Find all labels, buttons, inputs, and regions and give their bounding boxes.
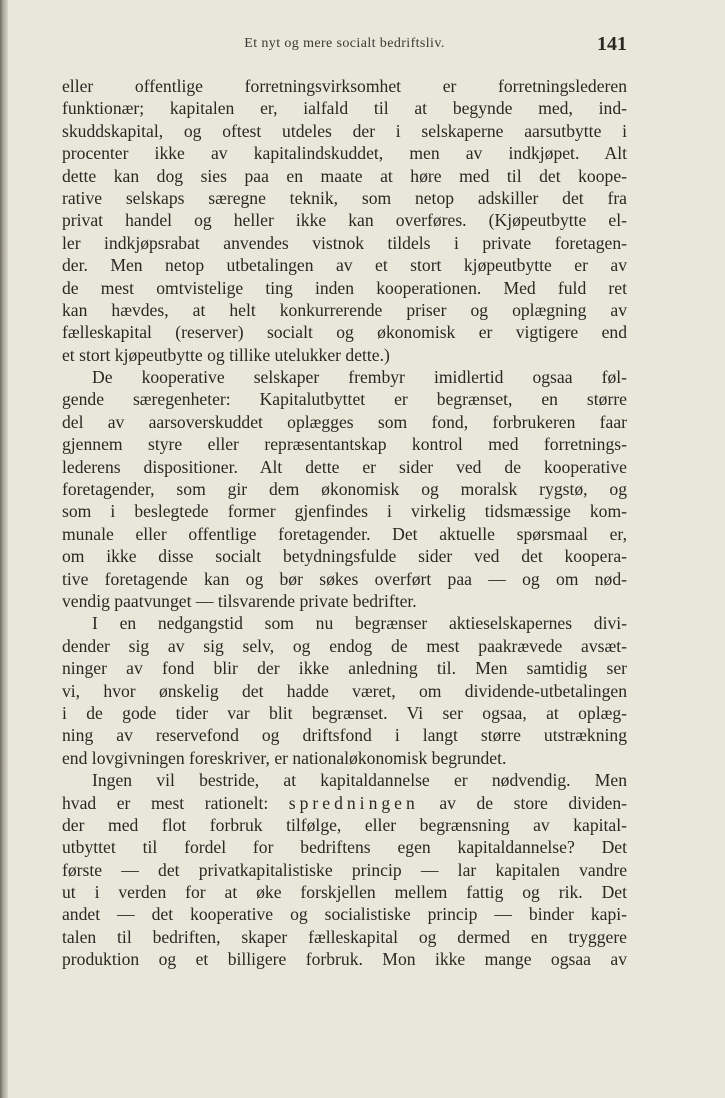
text-line: fælleskapital (reserver) socialt og økonomisk er vigtigere end [62, 322, 627, 343]
text-line: del av aarsoverskuddet oplægges som fond, forbrukeren faar [62, 411, 627, 432]
page-header [62, 33, 627, 57]
text-line: der med flot forbruk tilfølge, eller begrænsning av kapital- [62, 814, 627, 835]
text-line: andet — det kooperative og socialistiske princip — binder kapi- [62, 904, 627, 925]
text-line: ut i verden for at øke forskjellen mellem fattig og rik. Det [62, 882, 627, 903]
text-line: I en nedgangstid som nu begrænser aktieselskapernes divi- [92, 613, 627, 634]
emphasized-word: spredningen [288, 792, 419, 813]
text-line: foretagender, som gir dem økonomisk og moralsk rygstø, og [62, 479, 627, 500]
paragraph [62, 366, 627, 612]
text-line: de mest omtvistelige ting inden kooperationen. Med fuld ret [62, 277, 627, 298]
text-line: tive foretagende kan og bør søkes overført paa — og om nød- [62, 568, 627, 589]
text-line: end lovgivningen foreskriver, er nationaløkonomisk begrundet. [62, 747, 507, 768]
text-segment: av de store dividen- [418, 792, 627, 813]
text-line: rative selskaps særegne teknik, som netop adskiller det fra [62, 187, 627, 208]
text-line: utbyttet til fordel for bedriftens egen kapitaldannelse? Det [62, 837, 627, 858]
text-line: i de gode tider var blit begrænset. Vi ser ogsaa, at oplæg- [62, 702, 627, 723]
text-line: dette kan dog sies paa en maate at høre med til det koope- [62, 165, 627, 186]
text-line [62, 792, 627, 814]
text-line: som i beslegtede former gjenfindes i virkelig tidsmæssige kom- [62, 501, 627, 522]
text-line: eller offentlige forretningsvirksomhet er forretningslederen [62, 76, 627, 96]
text-line: gende særegenheter: Kapitalutbyttet er begrænset, en større [62, 389, 627, 410]
text-line: om ikke disse socialt betydningsfulde sider ved det koopera- [62, 546, 627, 567]
page-number: 141 [597, 33, 627, 55]
text-line: kan hævdes, at helt konkurrerende priser og oplægning av [62, 299, 627, 320]
text-segment: hvad er mest rationelt: [62, 792, 289, 813]
paragraph [62, 769, 627, 971]
text-line: ning av reservefond og driftsfond i langt større utstrækning [62, 725, 627, 746]
text-line: De kooperative selskaper frembyr imidlertid ogsaa føl- [92, 367, 627, 388]
text-line: procenter ikke av kapitalindskuddet, men av indkjøpet. Alt [62, 143, 627, 164]
book-spine-shadow [0, 0, 8, 1098]
text-line: vi, hvor ønskelig det hadde været, om dividende-utbetalingen [62, 680, 627, 701]
paragraph [62, 75, 627, 366]
text-line: dender sig av sig selv, og endog de mest paakrævede avsæt- [62, 635, 627, 656]
text-line: vendig paatvunget — tilsvarende private bedrifter. [62, 590, 417, 611]
text-line: funktionær; kapitalen er, ialfald til at begynde med, ind- [62, 98, 627, 119]
text-line: talen til bedriften, skaper fælleskapital og dermed en tryggere [62, 926, 627, 947]
running-title: Et nyt og mere socialt bedriftsliv. [244, 36, 445, 51]
text-line: ninger av fond blir der ikke anledning til. Men samtidig ser [62, 658, 627, 679]
text-line: munale eller offentlige foretagender. Det aktuelle spørsmaal er, [62, 523, 627, 544]
page-body-text [62, 75, 627, 971]
text-line: lederens dispositioner. Alt dette er sider ved de kooperative [62, 456, 627, 477]
text-line: første — det privatkapitalistiske princip — lar kapitalen vandre [62, 859, 627, 880]
text-line: der. Men netop utbetalingen av et stort kjøpeutbytte er av [62, 255, 627, 276]
text-line: produktion og et billigere forbruk. Mon ikke mange ogsaa av [62, 949, 627, 970]
text-line: privat handel og heller ikke kan overføres. (Kjøpeutbytte el- [62, 210, 627, 231]
text-line: ler indkjøpsrabat anvendes vistnok tildels i private foretagen- [62, 232, 627, 253]
text-line: skuddskapital, og oftest utdeles der i selskaperne aarsutbytte i [62, 120, 627, 141]
text-line: Ingen vil bestride, at kapitaldannelse er nødvendig. Men [92, 770, 627, 791]
text-line: et stort kjøpeutbytte og tillike utelukker dette.) [62, 344, 390, 365]
paragraph [62, 612, 627, 769]
text-line: gjennem styre eller repræsentantskap kontrol med forretnings- [62, 434, 627, 455]
